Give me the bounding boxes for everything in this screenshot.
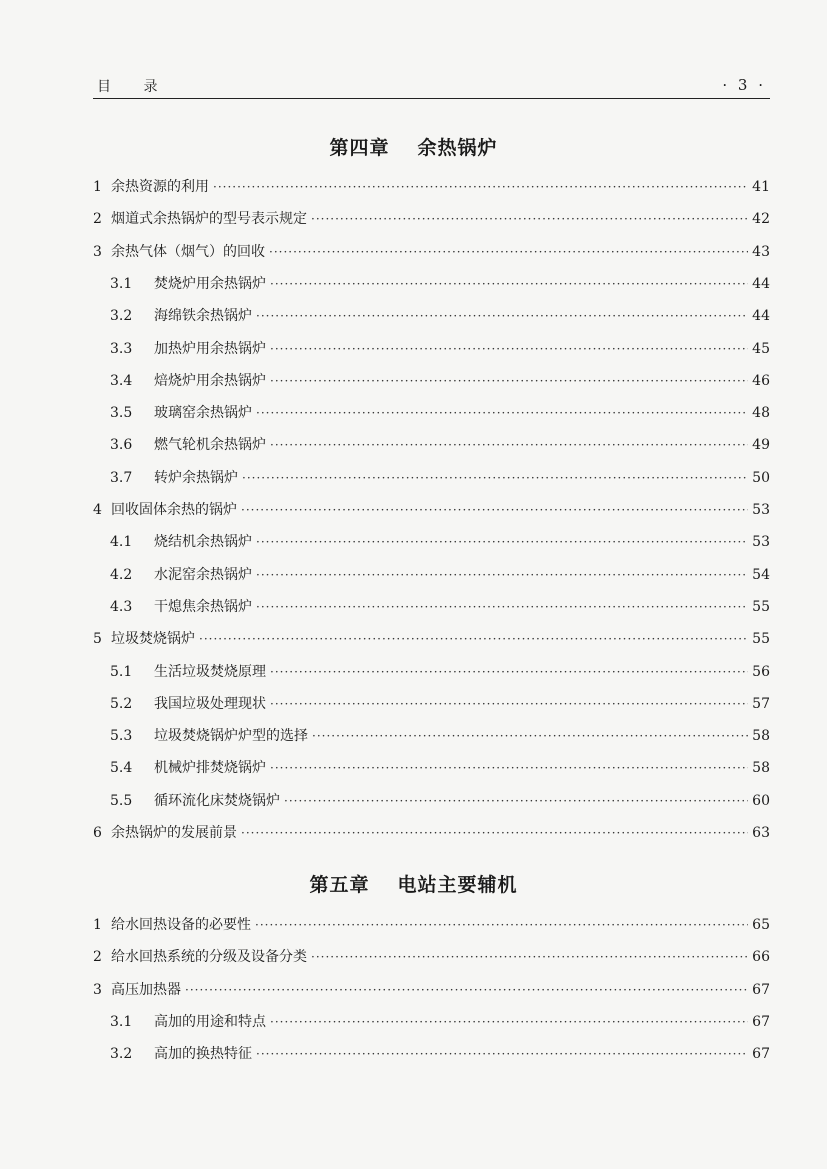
toc-entry[interactable] (93, 499, 770, 521)
toc-entry[interactable] (110, 305, 770, 327)
dot-leader (270, 1015, 748, 1029)
entry-number: 4 (93, 502, 102, 518)
dot-leader (270, 438, 748, 452)
dot-leader (256, 568, 748, 582)
entry-number: 3.5 (110, 405, 133, 422)
entry-page: 56 (752, 663, 770, 680)
entry-title: 高加的用途和特点 (154, 1013, 266, 1030)
entry-title: 海绵铁余热锅炉 (154, 308, 252, 325)
entry-number: 3.2 (110, 308, 133, 325)
entry-page: 49 (752, 437, 770, 454)
entry-page: 58 (752, 728, 770, 745)
entry-number: 2 (93, 949, 102, 966)
toc-entry[interactable] (110, 564, 770, 586)
entry-page: 44 (752, 275, 770, 292)
dot-leader (270, 697, 748, 711)
toc-entry[interactable] (110, 370, 770, 392)
entry-number: 5.4 (110, 760, 133, 777)
dot-leader (311, 950, 748, 964)
dot-leader (270, 342, 748, 356)
entry-number: 1 (93, 917, 102, 933)
entry-title: 加热炉用余热锅炉 (154, 340, 266, 357)
entry-title: 余热锅炉的发展前景 (111, 825, 237, 841)
toc-entry[interactable] (93, 176, 770, 198)
entry-page: 66 (752, 949, 770, 966)
entry-title: 玻璃窑余热锅炉 (154, 405, 252, 422)
entry-title: 水泥窑余热锅炉 (154, 566, 252, 583)
chapter-name: 电站主要辅机 (397, 874, 518, 896)
dot-leader (256, 600, 748, 614)
entry-number: 5.2 (110, 695, 133, 712)
entry-page: 54 (752, 566, 770, 583)
toc-entry[interactable] (110, 402, 770, 424)
toc-entry[interactable] (110, 693, 770, 715)
dot-leader (312, 729, 748, 743)
entry-number: 4.3 (110, 598, 133, 615)
entry-page: 48 (752, 405, 770, 422)
entry-page: 60 (752, 792, 770, 809)
chapter-title (0, 870, 827, 897)
entry-page: 44 (752, 308, 770, 325)
entry-title: 机械炉排焚烧锅炉 (154, 760, 266, 777)
toc-entry[interactable] (110, 596, 770, 618)
dot-leader (311, 212, 748, 226)
entry-number: 4.1 (110, 534, 133, 551)
toc-entry[interactable] (93, 979, 770, 1001)
entry-number: 3.2 (110, 1046, 133, 1063)
dot-leader (270, 761, 748, 775)
chapter-number: 第四章 (329, 137, 390, 159)
entry-page: 45 (752, 340, 770, 357)
entry-title: 垃圾焚烧锅炉 (111, 631, 195, 648)
entry-title: 焚烧炉用余热锅炉 (154, 275, 266, 292)
toc-entry[interactable] (110, 725, 770, 747)
entry-page: 50 (752, 469, 770, 486)
dot-leader (256, 406, 748, 420)
entry-number: 3 (93, 243, 102, 260)
header-rule (93, 98, 770, 99)
entry-number: 5.5 (110, 792, 133, 809)
dot-leader (199, 632, 748, 646)
toc-entry[interactable] (110, 273, 770, 295)
toc-entry[interactable] (93, 822, 770, 844)
entry-page: 58 (752, 760, 770, 777)
toc-entry[interactable] (93, 914, 770, 936)
chapter-number: 第五章 (309, 874, 370, 896)
page-number: · 3 · (722, 76, 766, 94)
toc-entry[interactable] (110, 661, 770, 683)
entry-number: 4.2 (110, 566, 133, 583)
entry-number: 1 (93, 179, 102, 195)
entry-page: 65 (752, 917, 770, 933)
entry-page: 67 (752, 1046, 770, 1063)
entry-page: 43 (752, 243, 770, 260)
entry-number: 2 (93, 211, 102, 228)
dot-leader (284, 794, 748, 808)
dot-leader (256, 1047, 748, 1061)
entry-title: 燃气轮机余热锅炉 (154, 437, 266, 454)
entry-page: 53 (752, 502, 770, 518)
entry-number: 5.1 (110, 663, 133, 680)
entry-number: 3.1 (110, 275, 133, 292)
entry-title: 烧结机余热锅炉 (154, 534, 252, 551)
dot-leader (241, 826, 748, 840)
toc-entry[interactable] (110, 338, 770, 360)
entry-title: 高加的换热特征 (154, 1046, 252, 1063)
entry-title: 生活垃圾焚烧原理 (154, 663, 266, 680)
chapter-name: 余热锅炉 (417, 137, 498, 159)
entry-title: 我国垃圾处理现状 (154, 695, 266, 712)
entry-number: 3.4 (110, 372, 133, 389)
chapter-title (0, 133, 827, 160)
dot-leader (256, 535, 748, 549)
dot-leader (256, 309, 748, 323)
running-head: 目 录 (97, 79, 172, 95)
toc-entry[interactable] (110, 467, 770, 489)
entry-number: 5 (93, 631, 102, 648)
dot-leader (213, 180, 748, 194)
entry-number: 3.1 (110, 1013, 133, 1030)
toc-entry[interactable] (110, 757, 770, 779)
entry-page: 53 (752, 534, 770, 551)
dot-leader (241, 503, 748, 517)
page-header (93, 70, 770, 100)
entry-title: 余热资源的利用 (111, 179, 209, 195)
toc-entry[interactable] (110, 1043, 770, 1065)
entry-title: 给水回热系统的分级及设备分类 (111, 949, 307, 966)
dot-leader (270, 665, 748, 679)
entry-title: 循环流化床焚烧锅炉 (154, 792, 280, 809)
entry-title: 余热气体（烟气）的回收 (111, 243, 265, 260)
toc-entry[interactable] (110, 531, 770, 553)
entry-number: 3.3 (110, 340, 133, 357)
entry-title: 垃圾焚烧锅炉炉型的选择 (154, 728, 308, 745)
entry-title: 转炉余热锅炉 (154, 469, 238, 486)
entry-page: 41 (752, 179, 770, 195)
entry-number: 6 (93, 825, 102, 841)
dot-leader (270, 277, 748, 291)
entry-number: 3 (93, 981, 102, 998)
toc-entry[interactable] (110, 434, 770, 456)
toc-entry[interactable] (110, 790, 770, 812)
dot-leader (255, 918, 748, 932)
entry-page: 67 (752, 981, 770, 998)
entry-page: 55 (752, 598, 770, 615)
toc-entry[interactable] (110, 1011, 770, 1033)
entry-page: 67 (752, 1013, 770, 1030)
entry-title: 回收固体余热的锅炉 (111, 502, 237, 518)
entry-page: 46 (752, 372, 770, 389)
toc-entry[interactable] (93, 241, 770, 263)
toc-entry[interactable] (93, 946, 770, 968)
entry-page: 42 (752, 211, 770, 228)
entry-title: 高压加热器 (111, 981, 181, 998)
entry-page: 55 (752, 631, 770, 648)
entry-title: 焙烧炉用余热锅炉 (154, 372, 266, 389)
entry-number: 3.7 (110, 469, 133, 486)
dot-leader (185, 983, 748, 997)
entry-page: 57 (752, 695, 770, 712)
entry-page: 63 (752, 825, 770, 841)
entry-title: 烟道式余热锅炉的型号表示规定 (111, 211, 307, 228)
entry-title: 给水回热设备的必要性 (111, 917, 251, 933)
toc-entry[interactable] (93, 208, 770, 230)
dot-leader (242, 471, 748, 485)
toc-entry[interactable] (93, 628, 770, 650)
dot-leader (270, 374, 748, 388)
dot-leader (269, 245, 748, 259)
entry-number: 3.6 (110, 437, 133, 454)
entry-number: 5.3 (110, 728, 133, 745)
entry-title: 干熄焦余热锅炉 (154, 598, 252, 615)
